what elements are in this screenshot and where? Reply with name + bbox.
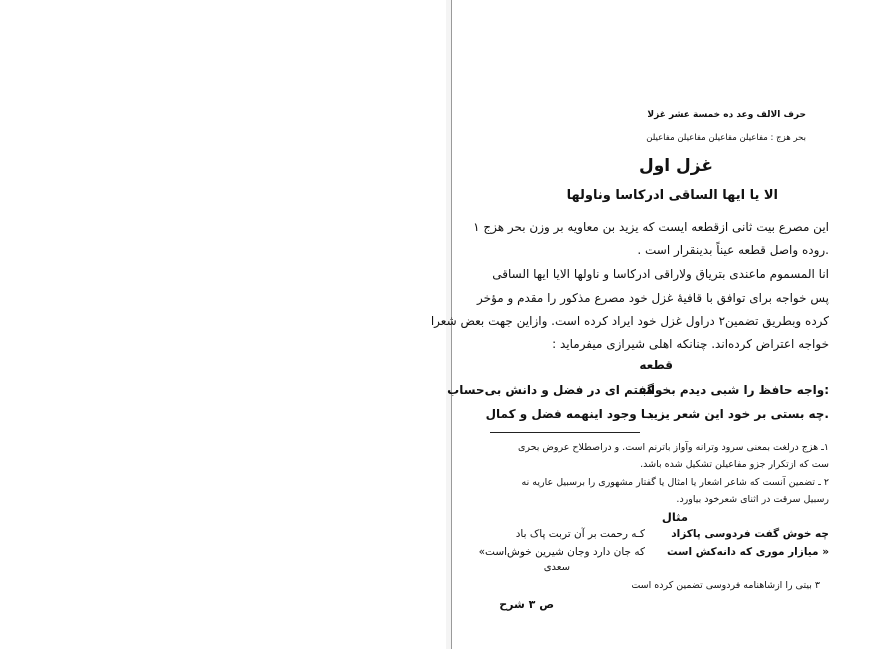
example-hemistich: « میازار موری که دانه‌کش است bbox=[667, 546, 829, 558]
body-line: این مصرع بیت ثانی ازقطعه ایست که یزید بن معاویه بر وزن بحر هزج ۱ bbox=[473, 220, 829, 234]
footnote-3: ۳ بیتی را ازشاهنامه فردوسی تضمین کرده است bbox=[631, 580, 820, 591]
couplet-hemistich: بـا وجود اینهمه فضل و کمال bbox=[485, 407, 654, 421]
example-title: مثال bbox=[661, 510, 688, 524]
example-hemistich: کـه رحمت بر آن تربت پاک باد bbox=[515, 528, 645, 540]
footnote-divider bbox=[490, 432, 640, 433]
meter-line: بحر هزج : مفاعیلن مفاعیلن مفاعیلن مفاعیلن bbox=[646, 133, 806, 143]
left-page-blank bbox=[0, 0, 447, 649]
couplet-hemistich: گفتم ای در فضل و دانش بی‌حساب bbox=[447, 383, 654, 397]
first-verse: الا یا ایها الساقی ادرکاسا وناولها bbox=[566, 188, 778, 203]
body-line: خواجه اعتراض کرده‌اند. چنانکه اهلی شیرازی میفرماید : bbox=[552, 337, 829, 351]
body-line: پس خواجه برای توافق با قافیهٔ غزل خود مصرع مذکور را مقدم و مؤخر bbox=[477, 291, 829, 305]
footnote-line: ۲ ـ تضمین آنست که شاعر اشعار یا امثال یا گفتار مشهوری را برسبیل عاریه نه bbox=[521, 477, 829, 488]
body-line-arabic-verse: انا المسموم ماعندی بتریاق ولاراقی ادرکاسا و ناولها الایا ایها الساقی bbox=[492, 267, 829, 281]
example-hemistich: چه خوش گفت فردوسی پاکزاد bbox=[671, 528, 829, 540]
folio-number: ص ۳ شرح bbox=[499, 598, 554, 611]
ghazal-title: غزل اول bbox=[638, 156, 713, 176]
couplet-hemistich: .چه بستی بر خود این شعر یزید bbox=[646, 407, 829, 421]
example-hemistich: که جان دارد وجان شیرین خوش‌است» bbox=[478, 546, 645, 558]
body-line: کرده وبطریق تضمین۲ دراول غزل خود ایراد کرده است. وازاین جهت بعض شعرا bbox=[430, 314, 829, 328]
footnote-line: ست که ازتکرار جزو مفاعیلن تشکیل شده باشد. bbox=[640, 459, 829, 470]
poet-attribution: سعدی bbox=[543, 562, 570, 573]
qeta-title: قطعه bbox=[639, 358, 673, 372]
chapter-header: حرف الالف وعد ده خمسة عشر غزلا bbox=[647, 110, 806, 120]
body-line: .روده واصل قطعه عیناً بدینقرار است . bbox=[637, 243, 829, 257]
footnote-line: ۱ـ هزج درلغت بمعنی سرود وترانه وآواز باترنم است. و دراصطلاح عروض بحری bbox=[517, 442, 829, 453]
couplet-hemistich: :واجه حافظ را شبی دیدم بخواب bbox=[638, 383, 829, 397]
footnote-line: رسبیل سرقت در اثنای شعرخود بیاورد. bbox=[676, 494, 829, 505]
